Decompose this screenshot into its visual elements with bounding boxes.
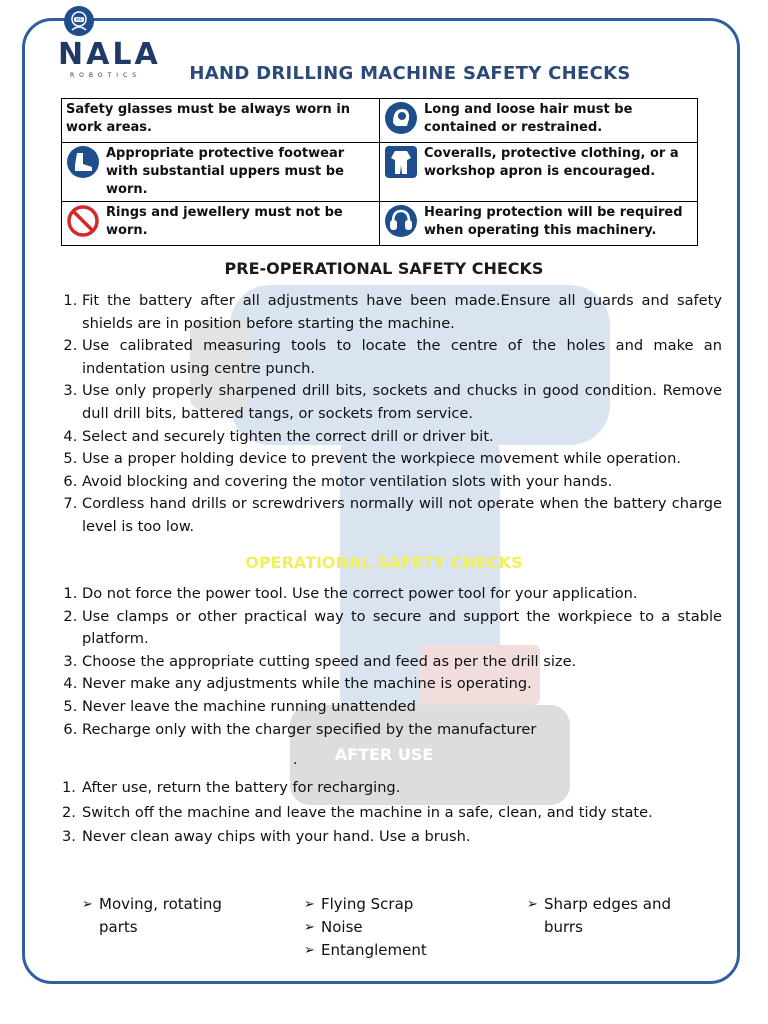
list-item: 6. Avoid blocking and covering the motor ventilation slots with your hands.	[82, 471, 722, 494]
stray-dot: .	[293, 752, 298, 768]
ppe-text: Appropriate protective footwear with substantial uppers must be worn.	[106, 146, 345, 197]
logo-badge-icon	[64, 6, 94, 36]
ppe-cell	[380, 99, 698, 143]
ppe-cell	[62, 202, 380, 246]
ppe-text: Safety glasses must be always worn in work areas.	[66, 102, 351, 135]
ear-protection-icon	[384, 204, 418, 238]
list-item: 5. Never leave the machine running unattended	[82, 696, 722, 719]
ppe-text: Hearing protection will be required when operating this machinery.	[424, 205, 683, 238]
ppe-text: Long and loose hair must be contained or restrained.	[424, 102, 633, 135]
list-item: 1. Do not force the power tool. Use the correct power tool for your application.	[82, 583, 722, 606]
list-item: 5. Use a proper holding device to prevent the workpiece movement while operation.	[82, 448, 722, 471]
coverall-icon	[384, 145, 418, 179]
list-item: 4. Never make any adjustments while the machine is operating.	[82, 673, 722, 696]
hazards-column	[82, 893, 232, 939]
ppe-cell	[380, 143, 698, 202]
list-item: 7. Cordless hand drills or screwdrivers normally will not operate when the battery charge level is too low.	[82, 493, 722, 538]
list-item: 1. Fit the battery after all adjustments have been made.Ensure all guards and safety shields are in position before starting the machine.	[82, 290, 722, 335]
ppe-cell	[62, 143, 380, 202]
logo-wordmark: NALA	[58, 37, 161, 72]
hazard-item: ➢ Flying Scrap	[304, 895, 414, 913]
list-item: 2. Use calibrated measuring tools to locate the centre of the holes and make an indentation using centre punch.	[82, 335, 722, 380]
hazard-item: ➢ Sharp edges and burrs	[527, 895, 671, 936]
operational-list	[62, 583, 722, 741]
hazard-item: ➢ Moving, rotating parts	[82, 895, 222, 936]
hazard-item: ➢ Entanglement	[304, 941, 427, 959]
hazards-column	[527, 893, 687, 939]
list-item: 3. Choose the appropriate cutting speed and feed as per the drill size.	[82, 651, 722, 674]
list-item: 2. Switch off the machine and leave the machine in a safe, clean, and tidy state.	[62, 803, 653, 821]
ppe-text: Rings and jewellery must not be worn.	[106, 205, 343, 238]
list-item: 6. Recharge only with the charger specified by the manufacturer	[82, 719, 722, 742]
ppe-requirements-table	[61, 98, 698, 246]
after-use-heading: AFTER USE	[334, 745, 434, 764]
pre-operational-heading: PRE-OPERATIONAL SAFETY CHECKS	[224, 259, 544, 278]
list-item: 4. Select and securely tighten the correct drill or driver bit.	[82, 426, 722, 449]
operational-heading: OPERATIONAL SAFETY CHECKS	[245, 553, 523, 572]
svg-text:ME: ME	[76, 17, 82, 23]
ppe-cell	[380, 202, 698, 246]
list-item: 3. Use only properly sharpened drill bits, sockets and chucks in good condition. Remove dull drill bits, battered tangs, or sockets from service.	[82, 380, 722, 425]
after-use-list	[62, 776, 702, 850]
no-jewellery-icon	[66, 204, 100, 238]
hazard-item: ➢ Noise	[304, 918, 363, 936]
hazards-column	[304, 893, 464, 962]
hairnet-icon	[384, 101, 418, 135]
list-item: 3. Never clean away chips with your hand. Use a brush.	[62, 828, 471, 846]
ppe-cell	[62, 99, 380, 143]
page-title: HAND DRILLING MACHINE SAFETY CHECKS	[189, 63, 631, 84]
safety-boot-icon	[66, 145, 100, 179]
ppe-text: Coveralls, protective clothing, or a workshop apron is encouraged.	[424, 146, 679, 179]
list-item: 1. After use, return the battery for recharging.	[62, 779, 401, 796]
logo-tagline: ROBOTICS	[70, 72, 142, 79]
pre-operational-list	[62, 290, 722, 539]
hazards-heading: POTENTIAL HAZARDS TO TAKE CARE	[220, 862, 548, 881]
list-item: 2. Use clamps or other practical way to secure and support the workpiece to a stable platform.	[82, 606, 722, 651]
